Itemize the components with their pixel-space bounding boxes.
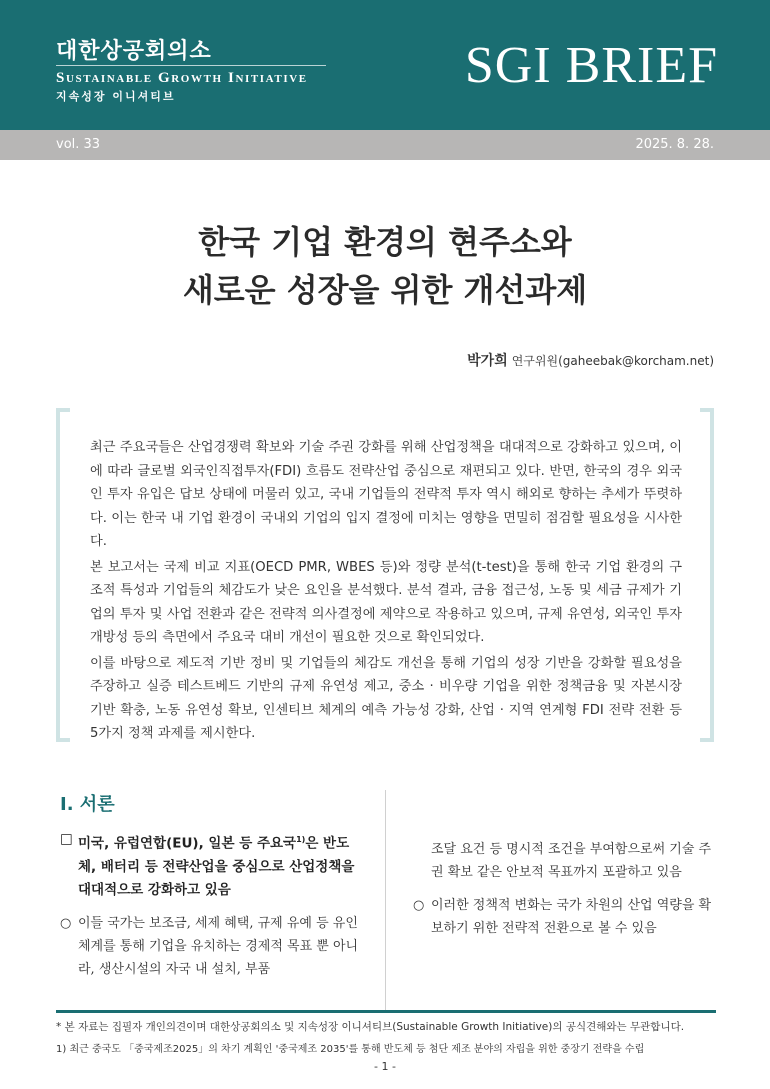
abstract-bracket-left — [56, 408, 70, 742]
abstract-box — [90, 436, 682, 748]
org-name-korean: 대한상공회의소 — [56, 39, 212, 64]
column-divider — [385, 790, 386, 1010]
volume-bar — [0, 130, 770, 160]
header-banner — [0, 0, 770, 130]
org-name-english: Sustainable Growth Initiative — [56, 70, 308, 86]
list-item-continuation — [413, 838, 718, 884]
org-subtitle: 지속성장 이니셔티브 — [56, 90, 176, 103]
brand-title: SGI BRIEF — [464, 37, 718, 94]
list-item — [60, 828, 365, 902]
author-line — [467, 350, 714, 370]
abstract-bracket-right — [700, 408, 714, 742]
abstract-paragraph-3: 이를 바탕으로 제도적 기반 정비 및 기업들의 체감도 개선을 통해 기업의 성장 기반을 강화할 필요성을 주장하고 실증 테스트베드 기반의 규제 유연성 제고, 중소 · 비우량 기업을 위한 정책금융 및 자본시장 기반 확충, 노동 유연성 확보, 인센티브 체계의 예측 가능성 강화, 산업 · 지역 연계형 FDI 전략 전환 등 5가지 정책 과제를 제시한다. — [90, 655, 682, 741]
list-item-text — [78, 828, 365, 902]
section-title: Ⅰ. 서론 — [60, 794, 115, 815]
abstract-paragraph-2: 본 보고서는 국제 비교 지표(OECD PMR, WBES 등)와 정량 분석(t-test)을 통해 한국 기업 환경의 구조적 특성과 기업들의 체감도가 낮은 요인을 분석했다. 분석 결과, 금융 접근성, 노동 및 세금 규제가 기업의 투자 및 사업 전환과 같은 전략적 의사결정에 제약으로 작용하고 있으며, 규제 유연성, 외국인 투자 개방성 등의 측면에서 주요국 대비 개선이 필요한 것으로 확인되었다. — [90, 559, 682, 645]
author-role: 연구위원(gaheebak@korcham.net) — [511, 354, 714, 368]
circle-bullet-icon: ○ — [60, 915, 72, 931]
title-line-2: 새로운 성장을 위한 개선과제 — [182, 271, 588, 309]
list-item-text: 이러한 정책적 변화는 국가 차원의 산업 역량을 확보하기 위한 전략적 전환으로 볼 수 있음 — [431, 898, 712, 936]
volume-number: vol. 33 — [56, 137, 101, 152]
list-item-text-part: 미국, 유럽연합(EU), 일본 등 주요국 — [78, 835, 297, 852]
right-column — [413, 838, 718, 950]
title-line-1: 한국 기업 환경의 현주소와 — [198, 223, 572, 261]
page-number: - 1 - — [374, 1060, 396, 1073]
footnote-ref: 1) — [296, 835, 306, 844]
document-title — [0, 218, 770, 314]
list-item-text: 조달 요건 등 명시적 조건을 부여함으로써 기술 주권 확보 같은 안보적 목표까지 포괄하고 있음 — [431, 842, 712, 880]
author-name: 박가희 — [467, 353, 508, 369]
list-item-text-part: 은 반도체, 배터리 등 전략산업을 중심으로 산업정책을 대대적으로 강화하고 있음 — [78, 835, 355, 898]
list-item-text: 이들 국가는 보조금, 세제 혜택, 규제 유예 등 유인체계를 통해 기업을 유치하는 경제적 목표 뿐 아니라, 생산시설의 자국 내 설치, 부품 — [78, 915, 359, 977]
footnote-1: 1) 최근 중국도 「중국제조2025」의 차기 계획인 '중국제조 2035'를 통해 반도체 등 첨단 제조 분야의 자립을 위한 중장기 전략을 수립 — [56, 1044, 645, 1055]
list-item — [413, 894, 718, 940]
circle-bullet-icon: ○ — [413, 898, 425, 913]
org-divider — [56, 65, 326, 66]
list-item — [60, 912, 365, 981]
footer-rule — [56, 1010, 716, 1013]
square-bullet-icon: □ — [60, 831, 73, 847]
disclaimer-note: * 본 자료는 집필자 개인의견이며 대한상공회의소 및 지속성장 이니셔티브(Sustainable Growth Initiative)의 공식견해와는 무관합니다. — [56, 1021, 685, 1033]
abstract-paragraph-1: 최근 주요국들은 산업경쟁력 확보와 기술 주권 강화를 위해 산업정책을 대대적으로 강화하고 있으며, 이에 따라 글로벌 외국인직접투자(FDI) 흐름도 전략산업 중심으로 재편되고 있다. 반면, 한국의 경우 외국인 투자 유입은 답보 상태에 머물러 있고, 국내 기업들의 전략적 투자 역시 해외로 향하는 추세가 뚜렷하다. 이는 한국 내 기업 환경이 국내외 기업의 입지 결정에 미치는 영향을 면밀히 점검할 필요성을 시사한다. — [90, 440, 682, 549]
publish-date: 2025. 8. 28. — [635, 137, 714, 152]
left-column — [60, 828, 365, 991]
